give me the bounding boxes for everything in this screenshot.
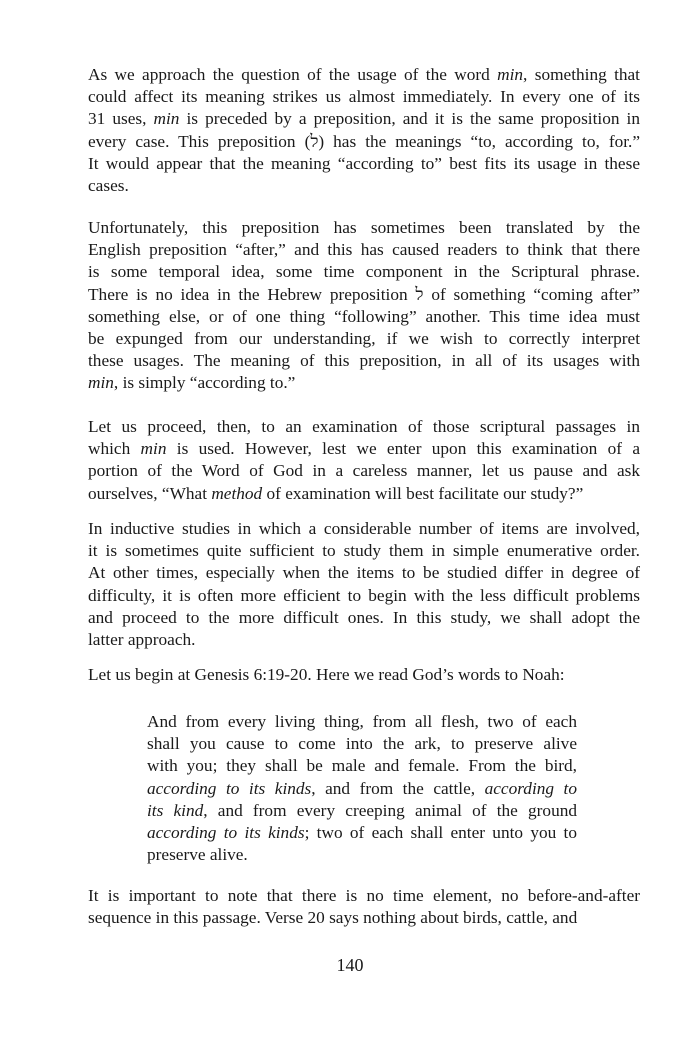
italic-text: method [211, 483, 263, 503]
text-run: Unfortunately, this preposition has sometimes been translated by the [88, 218, 640, 237]
text-run: shall you cause to come into the ark, to preserve alive [147, 734, 577, 754]
text-line [88, 585, 640, 607]
italic-text: min [497, 65, 524, 84]
text-line [88, 153, 640, 175]
text-run: ; two of each shall enter unto you to [304, 823, 577, 843]
text-line [88, 629, 640, 651]
text-line [88, 86, 640, 108]
text-line [88, 607, 640, 629]
text-line [88, 261, 640, 283]
text-run: , is simply “according to.” [113, 373, 296, 393]
text-line [88, 175, 640, 197]
text-run: At other times, especially when the items to be studied differ in degree of [88, 563, 640, 583]
paragraph-inductive-studies [88, 518, 640, 651]
paragraph-examination-method [88, 416, 640, 505]
italic-text: according to [484, 778, 577, 798]
text-run: which [88, 439, 141, 459]
text-run: sequence in this passage. Verse 20 says nothing about birds, cattle, and [88, 908, 578, 928]
text-run: In inductive studies in which a considerable number of items are involved, [88, 519, 640, 538]
text-line [88, 518, 640, 540]
text-line [88, 372, 640, 394]
text-run: with you; they shall be male and female. From the bird, [147, 756, 577, 776]
text-line [88, 885, 640, 907]
text-run: difficulty, it is often more efficient to begin with the less difficult problems [88, 585, 640, 605]
text-line [88, 328, 640, 350]
text-line [147, 733, 577, 755]
text-run: English preposition “after,” and this has caused readers to think that there [88, 240, 640, 260]
text-line [147, 822, 577, 844]
text-run: is some temporal idea, some time component in the Scriptural phrase. [88, 262, 640, 282]
text-line [88, 64, 640, 86]
italic-text: according to its kinds [147, 823, 305, 843]
text-line [88, 907, 640, 929]
text-line [88, 562, 640, 584]
text-run: , something that [523, 65, 640, 84]
text-run: is used. However, lest we enter upon this examination of a [166, 439, 640, 459]
text-line [88, 416, 640, 438]
page-number: 140 [336, 955, 364, 975]
text-line [88, 131, 640, 153]
text-run: something else, or of one thing “following” another. This time idea must [88, 306, 640, 326]
text-run: It would appear that the meaning “according to” best fits its usage in these [88, 153, 640, 173]
text-run: ourselves, “What [88, 483, 212, 503]
text-line [88, 239, 640, 261]
text-run: , and from the cattle, [311, 778, 485, 798]
text-run: And from every living thing, from all flesh, two of each [147, 712, 577, 731]
paragraph-genesis-intro [88, 664, 640, 686]
text-run: every case. This preposition (ל) has the meanings “to, according to, for.” [88, 131, 641, 151]
text-line [88, 306, 640, 328]
italic-text: according to its kinds [147, 778, 312, 798]
text-line [88, 108, 640, 130]
text-run: cases. [88, 176, 129, 196]
text-line [88, 483, 640, 505]
text-run: , and from every creeping animal of the ground [203, 800, 577, 820]
paragraph-no-time-element [88, 885, 640, 929]
text-run: It is important to note that there is no time element, no before-and-after [88, 886, 640, 905]
text-run: latter approach. [88, 630, 196, 650]
text-line [147, 778, 577, 800]
text-line [88, 664, 640, 686]
text-line [88, 284, 640, 306]
text-run: preserve alive. [147, 845, 248, 865]
text-run: portion of the Word of God in a careless manner, let us pause and ask [88, 461, 640, 481]
text-line [88, 438, 640, 460]
text-run: As we approach the question of the usage of the word [88, 65, 498, 84]
text-line [88, 217, 640, 239]
block-quote-genesis [147, 711, 577, 866]
text-line [147, 711, 577, 733]
text-run: and proceed to the more difficult ones. In this study, we shall adopt the [88, 607, 640, 627]
italic-text: min [140, 439, 167, 459]
text-line [147, 844, 577, 866]
text-line [88, 350, 640, 372]
paragraph-preposition-translation [88, 217, 640, 395]
text-run: of examination will best facilitate our study?” [262, 483, 584, 503]
italic-text: its kind [147, 800, 204, 820]
text-run: be expunged from our understanding, if we wish to correctly interpret [88, 329, 640, 349]
text-line [147, 755, 577, 777]
text-run: these usages. The meaning of this preposition, in all of its usages with [88, 351, 640, 371]
text-run: is preceded by a preposition, and it is the same proposition in [179, 109, 640, 129]
text-run: Let us proceed, then, to an examination of those scriptural passages in [88, 417, 640, 436]
text-line [88, 540, 640, 562]
text-run: 31 uses, [88, 109, 154, 129]
paragraph-usage-of-min [88, 64, 640, 197]
text-run: Let us begin at Genesis 6:19-20. Here we read God’s words to Noah: [88, 665, 565, 684]
text-run: it is sometimes quite sufficient to study them in simple enumerative order. [88, 541, 640, 561]
text-run: could affect its meaning strikes us almost immediately. In every one of its [88, 87, 640, 107]
text-run: There is no idea in the Hebrew preposition ל of something “coming after” [88, 284, 641, 304]
italic-text: min [153, 109, 180, 129]
text-line [88, 460, 640, 482]
text-line [147, 800, 577, 822]
italic-text: min [88, 373, 114, 393]
